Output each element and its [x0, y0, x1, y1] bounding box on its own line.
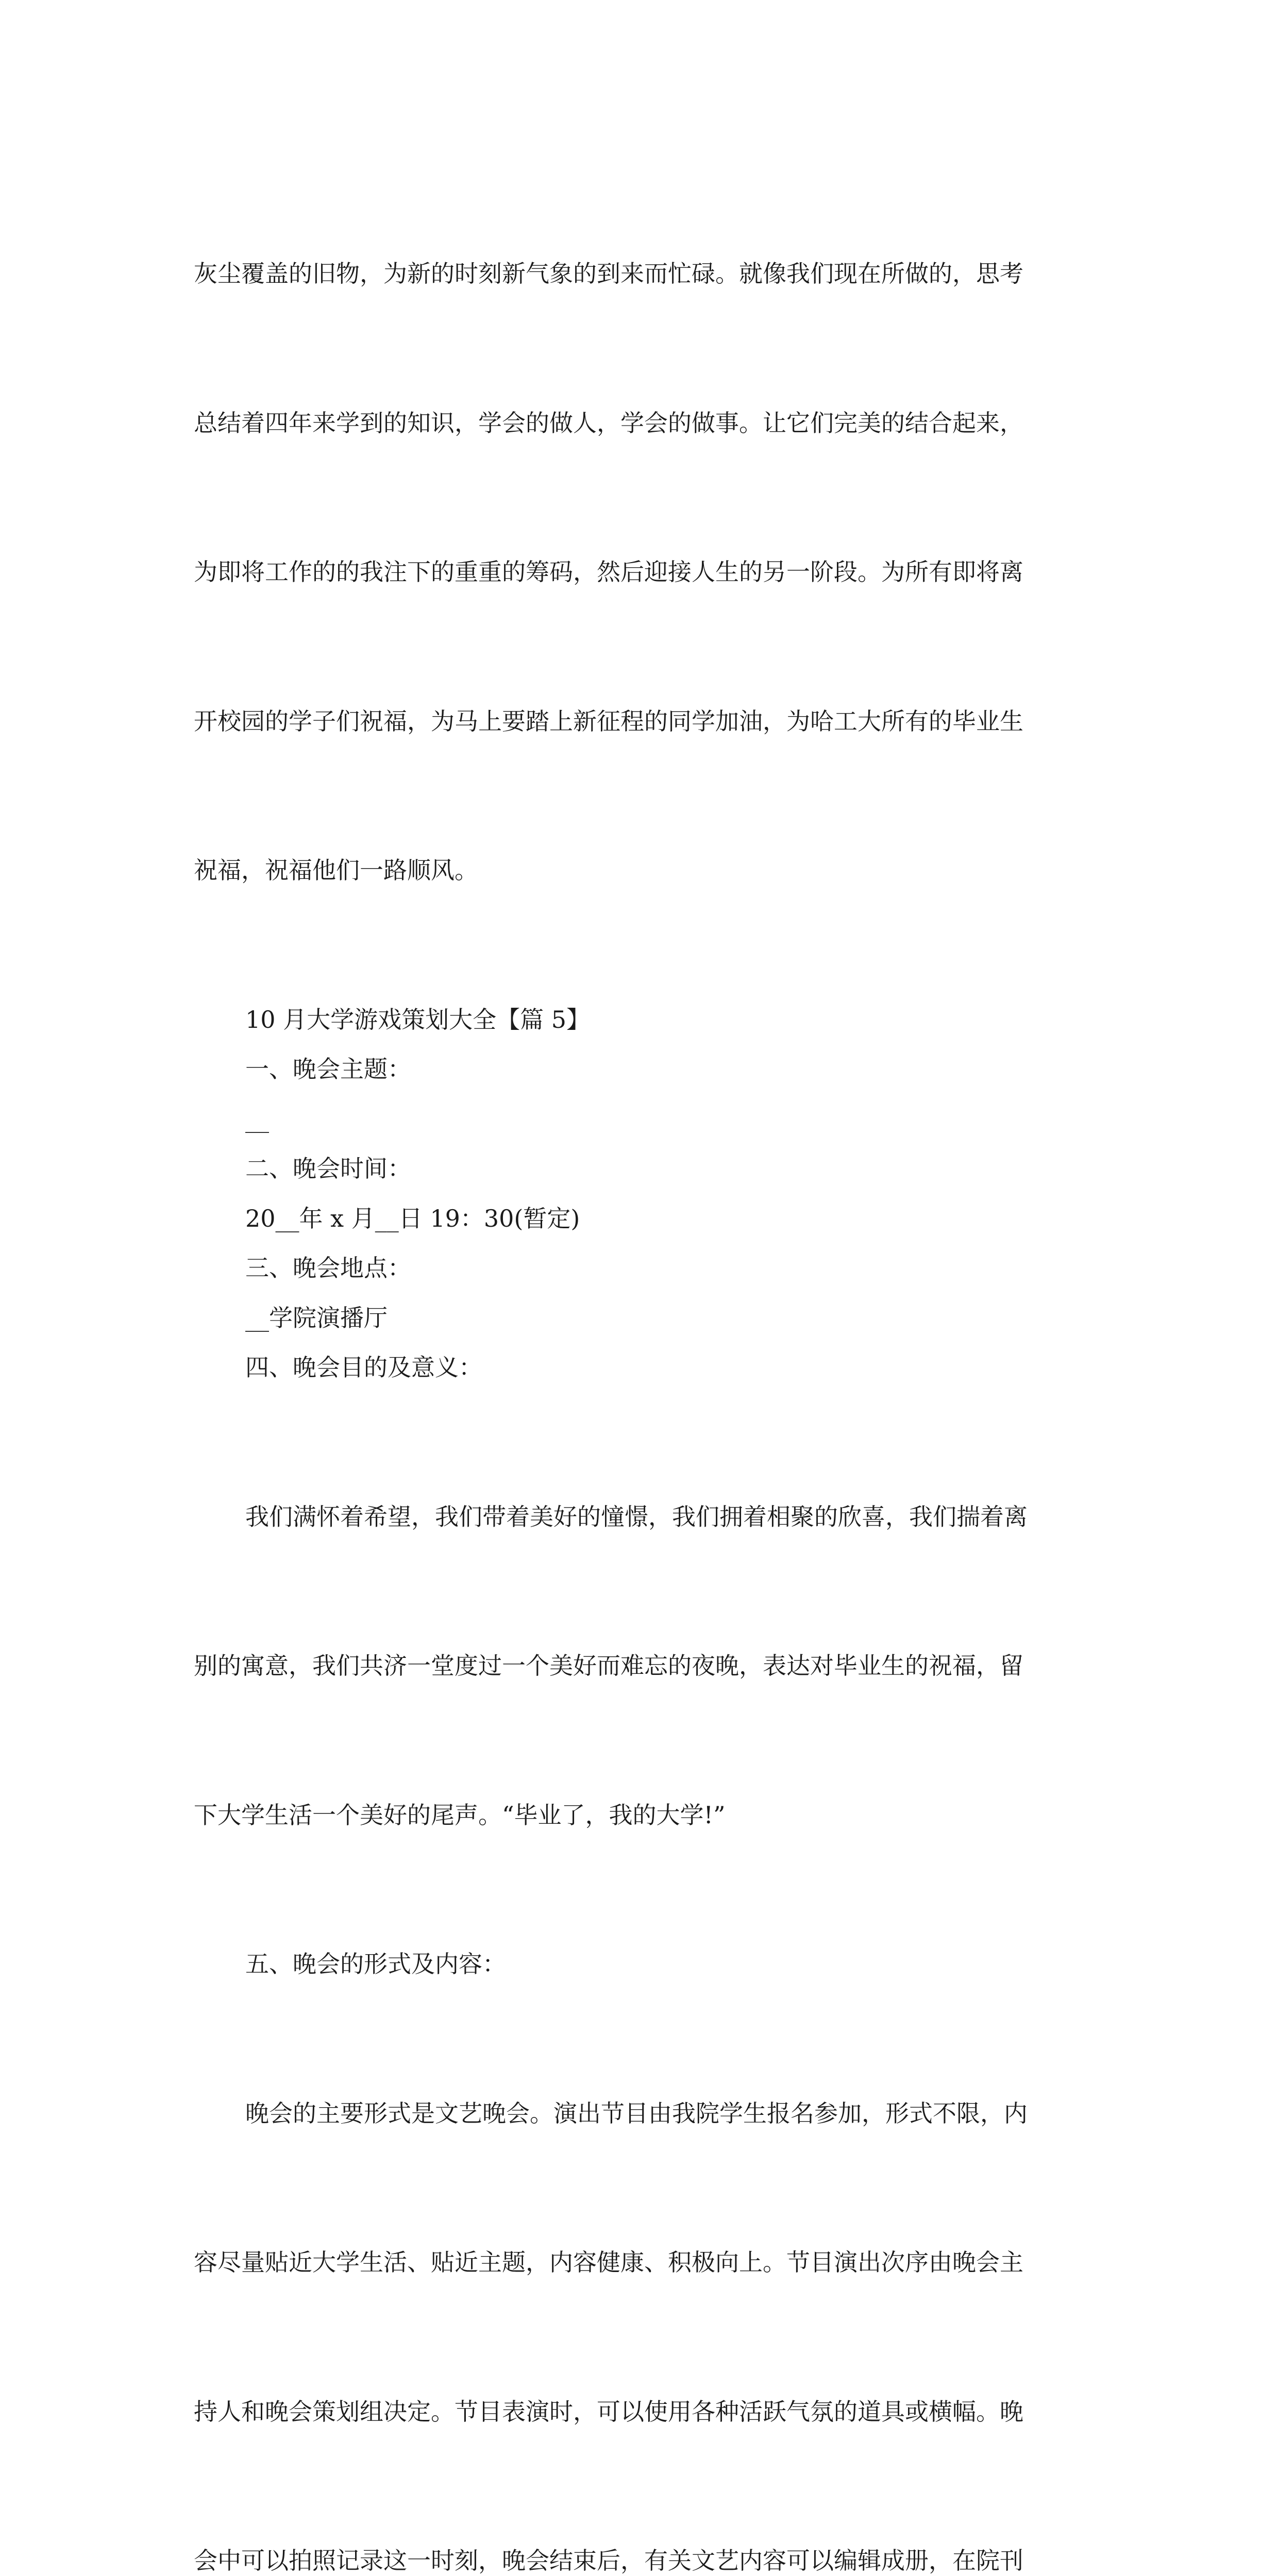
intro-line: 灰尘覆盖的旧物，为新的时刻新气象的到来而忙碌。就像我们现在所做的，思考 — [194, 249, 1090, 299]
intro-paragraph — [194, 149, 1090, 995]
purpose-paragraph — [194, 1393, 1090, 1940]
document-page — [194, 149, 1090, 2576]
form-paragraph — [194, 1989, 1090, 2576]
time-value: 20__年 x 月__日 19：30(暂定) — [194, 1194, 1090, 1244]
intro-line: 开校园的学子们祝福，为马上要踏上新征程的同学加油，为哈工大所有的毕业生 — [194, 697, 1090, 747]
purpose-line: 下大学生活一个美好的尾声。“毕业了，我的大学!” — [194, 1790, 1090, 1840]
form-line: 持人和晚会策划组决定。节目表演时，可以使用各种活跃气氛的道具或横幅。晚 — [194, 2387, 1090, 2437]
heading-place: 三、晚会地点： — [194, 1243, 1090, 1293]
heading-theme: 一、晚会主题： — [194, 1044, 1090, 1094]
heading-form: 五、晚会的形式及内容： — [194, 1939, 1090, 1989]
heading-purpose: 四、晚会目的及意义： — [194, 1343, 1090, 1393]
place-value: __学院演播厅 — [194, 1293, 1090, 1343]
intro-line: 总结着四年来学到的知识，学会的做人，学会的做事。让它们完美的结合起来， — [194, 398, 1090, 448]
heading-time: 二、晚会时间： — [194, 1144, 1090, 1194]
form-line: 会中可以拍照记录这一时刻，晚会结束后，有关文艺内容可以编辑成册，在院刊 — [194, 2536, 1090, 2576]
section-title: 10 月大学游戏策划大全【篇 5】 — [194, 995, 1090, 1045]
purpose-line: 我们满怀着希望，我们带着美好的憧憬，我们拥着相聚的欣喜，我们揣着离 — [194, 1492, 1090, 1542]
theme-value: __ — [194, 1094, 1090, 1144]
form-line: 容尽量贴近大学生活、贴近主题，内容健康、积极向上。节目演出次序由晚会主 — [194, 2238, 1090, 2287]
purpose-line: 别的寓意，我们共济一堂度过一个美好而难忘的夜晚，表达对毕业生的祝福，留 — [194, 1641, 1090, 1691]
intro-line: 祝福，祝福他们一路顺风。 — [194, 845, 1090, 895]
form-line: 晚会的主要形式是文艺晚会。演出节目由我院学生报名参加，形式不限，内 — [194, 2089, 1090, 2139]
intro-line: 为即将工作的的我注下的重重的筹码，然后迎接人生的另一阶段。为所有即将离 — [194, 547, 1090, 597]
